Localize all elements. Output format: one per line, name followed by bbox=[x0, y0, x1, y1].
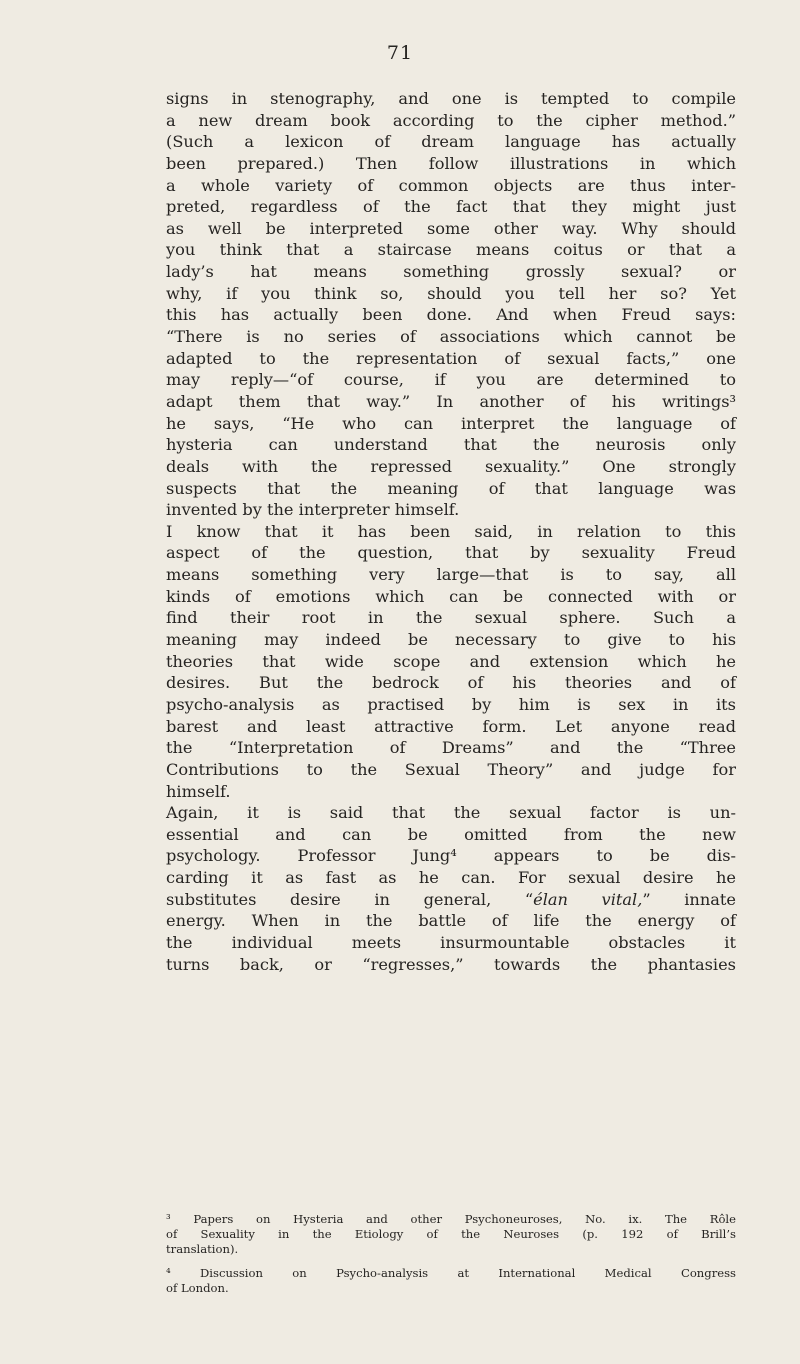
footnote-line: ³ Papers on Hysteria and other Psychoneuroses, No. ix. The Rôle bbox=[166, 1212, 736, 1226]
text-line: may reply—“of course, if you are determined to bbox=[166, 370, 736, 390]
text-line: aspect of the question, that by sexuality Freud bbox=[166, 543, 736, 563]
text-line bbox=[166, 889, 736, 911]
text-line: the “Interpretation of Dreams” and the “Three bbox=[166, 738, 736, 758]
text-line: hysteria can understand that the neurosis only bbox=[166, 435, 736, 455]
footnote-gap bbox=[166, 1257, 736, 1266]
footnote bbox=[166, 1212, 736, 1257]
text-line: means something very large—that is to say, all bbox=[166, 565, 736, 585]
text-segment: substitutes desire in general, “ bbox=[166, 889, 534, 909]
text-line: deals with the repressed sexuality.” One strongly bbox=[166, 456, 736, 476]
text-line: meaning may indeed be necessary to give to his bbox=[166, 630, 736, 650]
text-line: kinds of emotions which can be connected with or bbox=[166, 586, 736, 606]
italic-phrase: élan vital, bbox=[533, 889, 643, 909]
text-line: why, if you think so, should you tell her so? Yet bbox=[166, 283, 736, 303]
text-line: desires. But the bedrock of his theories and of bbox=[166, 673, 736, 693]
text-line: he says, “He who can interpret the language of bbox=[166, 413, 736, 433]
text-line: preted, regardless of the fact that they might just bbox=[166, 197, 736, 217]
text-line: energy. When in the battle of life the energy of bbox=[166, 911, 736, 931]
text-line: been prepared.) Then follow illustrations in which bbox=[166, 153, 736, 173]
footnote-line: of London. bbox=[166, 1281, 229, 1295]
text-line: invented by the interpreter himself. bbox=[166, 500, 460, 520]
text-line: find their root in the sexual sphere. Such a bbox=[166, 608, 736, 628]
footnote bbox=[166, 1266, 736, 1296]
text-line: the individual meets insurmountable obstacles it bbox=[166, 932, 736, 952]
footnotes bbox=[166, 1212, 736, 1296]
text-segment: ” innate bbox=[642, 889, 737, 909]
text-line: a new dream book according to the cipher method.” bbox=[166, 110, 736, 130]
text-line: psychology. Professor Jung⁴ appears to be dis- bbox=[166, 846, 736, 866]
footnote-line: ⁴ Discussion on Psycho-analysis at International Medical Congress bbox=[166, 1266, 736, 1280]
text-line: adapt them that way.” In another of his writings³ bbox=[166, 391, 736, 411]
text-line: you think that a staircase means coitus or that a bbox=[166, 240, 736, 260]
body-text bbox=[166, 88, 736, 975]
text-line: adapted to the representation of sexual facts,” one bbox=[166, 348, 736, 368]
text-line: signs in stenography, and one is tempted to compile bbox=[166, 89, 736, 108]
text-line: essential and can be omitted from the new bbox=[166, 824, 736, 844]
text-line: (Such a lexicon of dream language has actually bbox=[166, 132, 736, 152]
text-line: “There is no series of associations which cannot be bbox=[166, 327, 736, 347]
text-line: barest and least attractive form. Let anyone read bbox=[166, 716, 736, 736]
text-line: this has actually been done. And when Freud says: bbox=[166, 305, 736, 325]
text-line: suspects that the meaning of that language was bbox=[166, 478, 736, 498]
text-line: carding it as fast as he can. For sexual desire he bbox=[166, 868, 736, 888]
footnote-line: translation). bbox=[166, 1242, 239, 1256]
text-line: psycho-analysis as practised by him is sex in its bbox=[166, 694, 736, 714]
text-line: turns back, or “regresses,” towards the phantasies bbox=[166, 954, 736, 974]
text-line: Again, it is said that the sexual factor is un- bbox=[166, 803, 736, 823]
text-line: a whole variety of common objects are thus inter- bbox=[166, 175, 736, 195]
page-number: 71 bbox=[386, 42, 414, 64]
text-line: Contributions to the Sexual Theory” and judge for bbox=[166, 759, 736, 779]
text-line: theories that wide scope and extension which he bbox=[166, 651, 736, 671]
text-line: as well be interpreted some other way. Why should bbox=[166, 218, 736, 238]
footnote-line: of Sexuality in the Etiology of the Neuroses (p. 192 of Brill’s bbox=[166, 1227, 736, 1241]
text-line: himself. bbox=[166, 781, 231, 801]
text-line: I know that it has been said, in relation to this bbox=[166, 521, 736, 541]
text-line: lady’s hat means something grossly sexual? or bbox=[166, 262, 736, 282]
